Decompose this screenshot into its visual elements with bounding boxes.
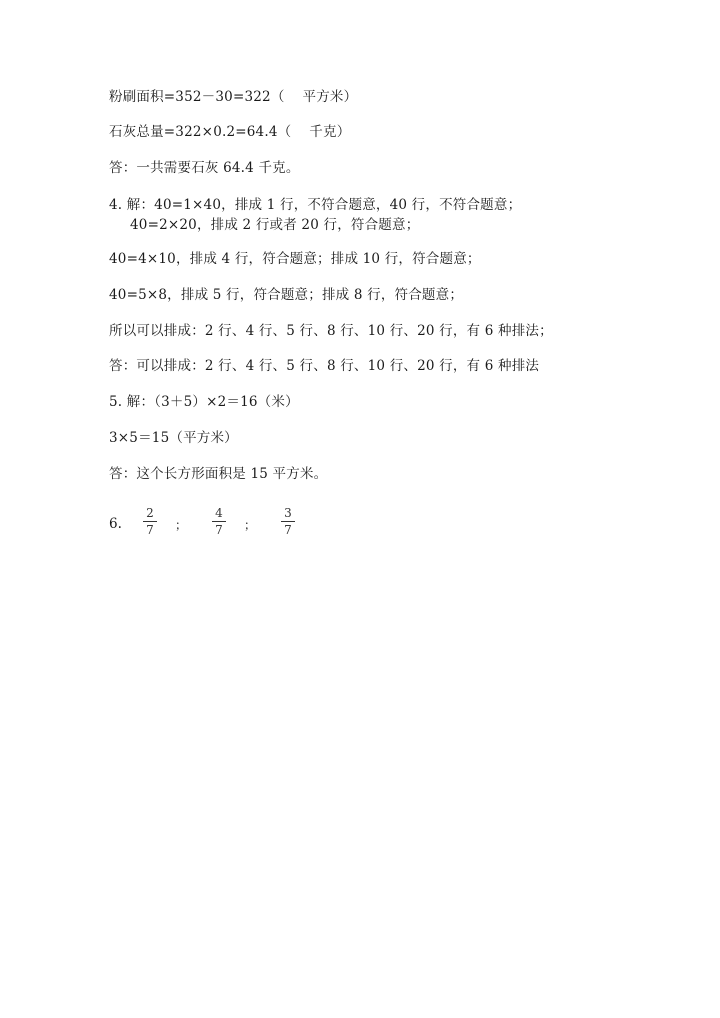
fraction-numerator: 2 <box>146 506 154 520</box>
fraction-denominator: 7 <box>146 523 154 537</box>
fraction-bar <box>212 521 226 522</box>
fraction-numerator: 4 <box>215 506 223 520</box>
text-line: 所以可以排成：2 行、4 行、5 行、8 行、10 行、20 行，有 6 种排法； <box>109 323 553 339</box>
fraction-numerator: 3 <box>284 506 292 520</box>
text-line: 5. 解：（3＋5）×2＝16（米） <box>109 394 299 410</box>
text-line: 石灰总量=322×0.2=64.4（ 千克） <box>109 124 351 140</box>
text-line: 粉刷面积=352－30=322（ 平方米） <box>109 89 358 105</box>
question-6-label: 6. <box>109 516 122 532</box>
text-line: 40=5×8，排成 5 行，符合题意；排成 8 行，符合题意； <box>109 287 464 303</box>
separator: ； <box>175 518 188 532</box>
text-line: 40=2×20，排成 2 行或者 20 行，符合题意； <box>130 217 420 233</box>
fraction-bar <box>143 521 157 522</box>
text-line: 40=4×10，排成 4 行，符合题意；排成 10 行，符合题意； <box>109 251 481 267</box>
fraction <box>212 506 226 537</box>
fraction-denominator: 7 <box>215 523 223 537</box>
text-line: 4. 解：40=1×40，排成 1 行，不符合题意，40 行，不符合题意； <box>109 197 522 213</box>
text-line: 3×5＝15（平方米） <box>109 430 238 446</box>
fraction-bar <box>281 521 295 522</box>
fraction <box>281 506 295 537</box>
fraction-denominator: 7 <box>284 523 292 537</box>
text-line: 答：可以排成：2 行、4 行、5 行、8 行、10 行、20 行，有 6 种排法 <box>109 358 540 374</box>
text-line: 答：一共需要石灰 64.4 千克。 <box>109 160 300 176</box>
separator: ； <box>244 518 257 532</box>
text-line: 答：这个长方形面积是 15 平方米。 <box>109 466 328 482</box>
fraction <box>143 506 157 537</box>
